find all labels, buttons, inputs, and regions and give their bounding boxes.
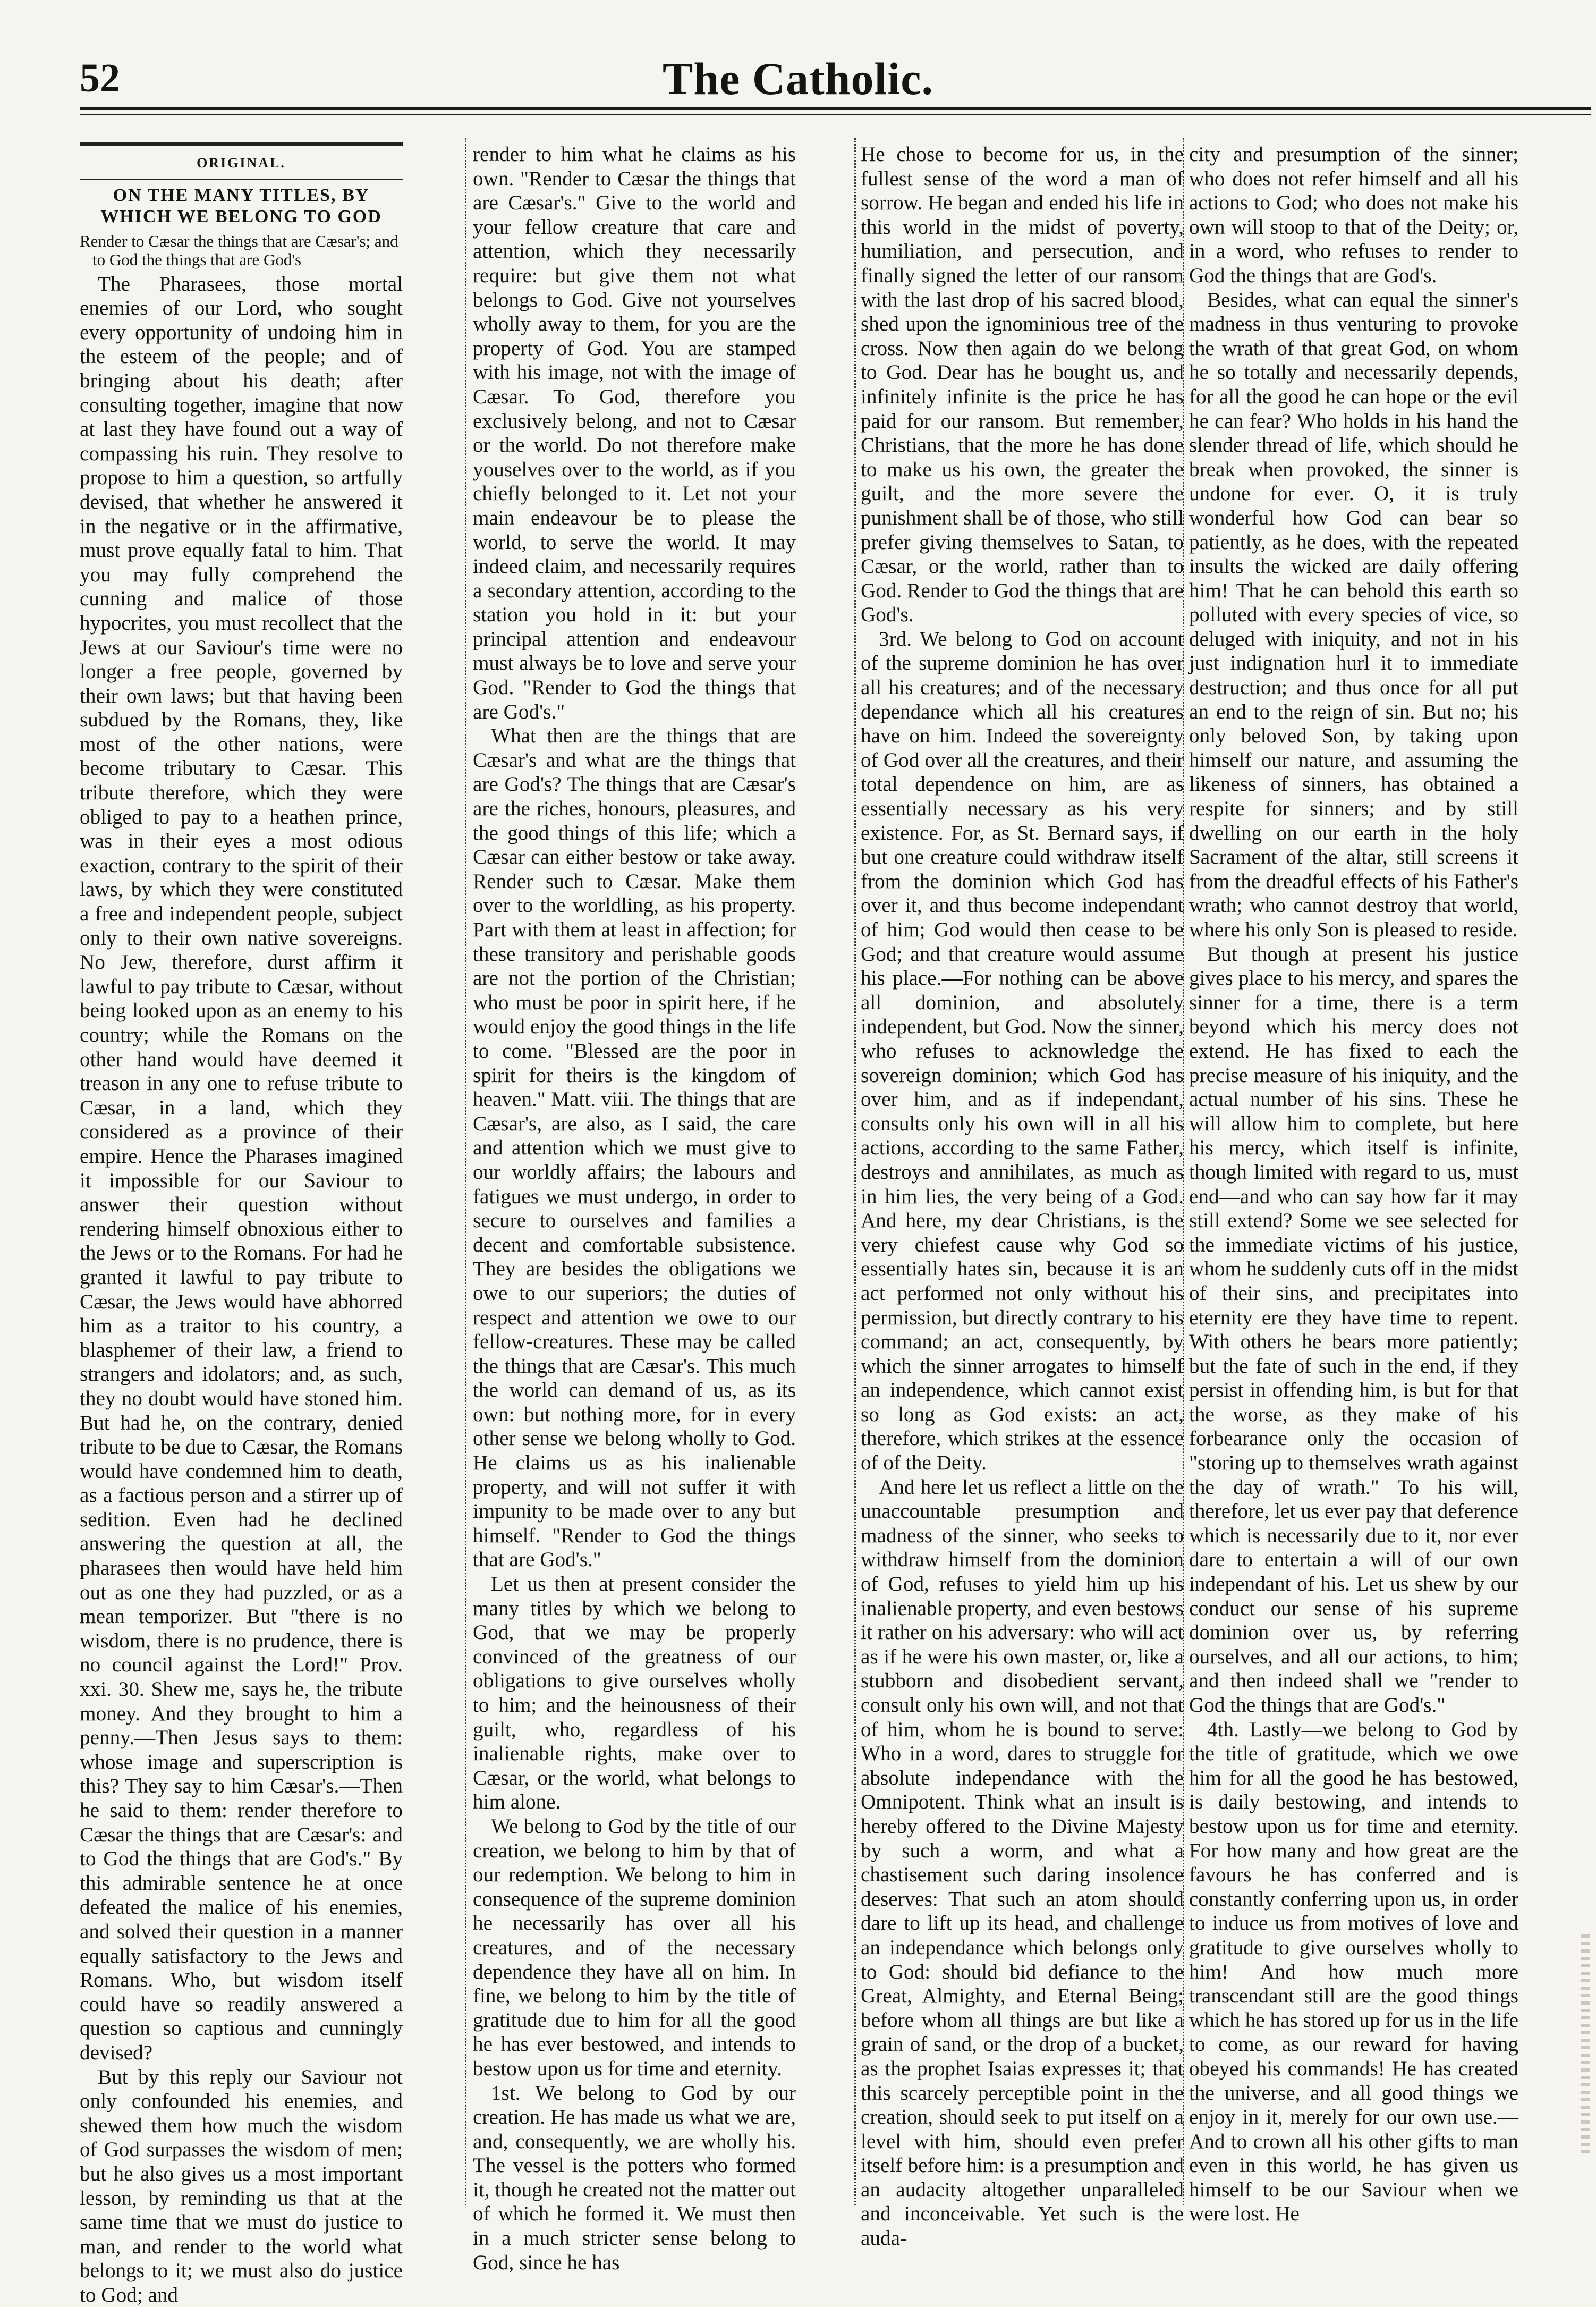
paper-edge-stain xyxy=(1581,1934,1590,2158)
article-paragraph: But by this reply our Saviour not only confounded his enemies, and shewed them how much the wisdom of God surpasses the wisdom of men; but he also gives us a most important lesson, by reminding us that at the same time that we must do justice to man, and render to the world what belongs to it; we must also do justice to God; and xyxy=(80,2065,403,2306)
column-divider xyxy=(465,138,466,2205)
article-paragraph: What then are the things that are Cæsar's and what are the things that are God's? The things that are Cæsar's are the riches, honours, pleasures, and the good things of this life; which a Cæsar can either bestow or take away. Render such to Cæsar. Make them over to the worldling, as his property. Part with them at least in affection; for these transitory and perishable goods are not the portion of the Christian; who must be poor in spirit here, if he would enjoy the good things in the life to come. "Blessed are the poor in spirit for theirs is the kingdom of heaven." Matt. viii. The things that are Cæsar's, are also, as I said, the care and attention which we must give to our worldly affairs; the labours and fatigues we must undergo, in order to secure to ourselves and families a decent and comfortable subsistence. They are besides the obligations we owe to our superiors; the duties of respect and attention we owe to our fellow-creatures. These may be called the things that are Cæsar's. This much the world can demand of us, as its own: but nothing more, for in every other sense we belong wholly to God. He claims us as his inalienable property, and will not suffer it with impunity to be made over to any but himself. "Render to God the things that are God's." xyxy=(473,724,796,1571)
column-divider xyxy=(854,138,856,2205)
article-paragraph: Besides, what can equal the sinner's madness in thus venturing to provoke the wrath of that great God, on whom he so totally and necessarily depends, for all the good he can hope or the evil he can fear? Who holds in his hand the slender thread of life, which should he break when provoked, the sinner is undone for ever. O, it is truly wonderful how God can bear so patiently, as he does, with the repeated insults the wicked are daily offering him! That he can behold this earth so polluted with every species of vice, so deluged with iniquity, and not in his just indignation hurl it to immediate destruction; and thus once for all put an end to the reign of sin. But no; his only beloved Son, by taking upon himself our nature, and assuming the likeness of sinners, has obtained a respite for sinners; and by still dwelling on our earth in the holy Sacrament of the altar, still screens it from the dreadful effects of his Father's wrath; who cannot destroy that world, where his only Son is pleased to reside. xyxy=(1189,288,1518,941)
article-paragraph: 3rd. We belong to God on account of the supreme dominion he has over all his creatures; and of the necessary dependance which all his creatures have on him. Indeed the sovereignty of God over all the creatures, and their total dependence on him, are as essentially necessary as his very existence. For, as St. Bernard says, if but one creature could withdraw itself from the dominion which God has over it, and thus become independant of him; God would then cease to be God; and that creature would assume his place.—For nothing can be above all dominion, and absolutely independent, but God. Now the sinner, who refuses to acknowledge the sovereign dominion; which God has over him, and as if independant, consults only his own will in all his actions, according to the same Father, destroys and annihilates, as much as in him lies, the very being of a God. And here, my dear Christians, is the very chiefest cause why God so essentially hates sin, because it is an act performed not only without his permission, but directly contrary to his command; an act, consequently, by which the sinner arrogates to himself an independence, which cannot exist so long as God exists: an act, therefore, which strikes at the essence of of the Deity. xyxy=(861,627,1184,1475)
article-paragraph: But though at present his justice gives place to his mercy, and spares the sinner for a time, there is a term beyond which his mercy does not extend. He has fixed to each the precise measure of his iniquity, and the actual number of his sins. These he will allow him to complete, but here his mercy, which itself is infinite, though limited with regard to us, must end—and who can say how far it may still extend? Some we see selected for the immediate victims of his justice, whom he suddenly cuts off in the midst of their sins, and precipitates into eternity ere they have time to repent. With others he bears more patiently; but the fate of such in the end, if they persist in offending him, is but for that the worse, as they make of his forbearance only the occasion of "storing up to themselves wrath against the day of wrath." To his will, therefore, let us ever pay that deference which is necessarily due to it, nor ever dare to entertain a will of our own independant of his. Let us shew by our conduct our sense of his supreme dominion over us, by referring ourselves, and all our actions, to him; and then indeed shall we "render to God the things that are God's." xyxy=(1189,942,1518,1717)
masthead-rule xyxy=(80,107,1591,110)
column-4 xyxy=(1189,142,1518,2226)
page-number: 52 xyxy=(80,56,120,100)
article-title: ON THE MANY TITLES, BY WHICH WE BELONG TO GOD xyxy=(100,185,382,226)
column-2 xyxy=(473,142,796,2274)
section-label: ORIGINAL. xyxy=(80,142,403,180)
article-paragraph: 4th. Lastly—we belong to God by the title of gratitude, which we owe him for all the good he has bestowed, is daily bestowing, and intends to bestow upon us for time and eternity. For how many and how great are the favours he has conferred and is constantly conferring upon us, in order to induce us from motives of love and gratitude to give ourselves wholly to him! And how much more transcendant still are the good things which he has stored up for us in the life to come, as our reward for having obeyed his commands! He has created the universe, and all good things we enjoy in it, merely for our own use.—And to crown all his other gifts to man even in this world, he has given us himself to be our Saviour when we were lost. He xyxy=(1189,1718,1518,2226)
article-paragraph: render to him what he claims as his own. "Render to Cæsar the things that are Cæsar's." Give to the world and your fellow creature that care and attention, which they necessarily require: but give them not what belongs to God. Give not yourselves wholly away to them, for you are the property of God. You are stamped with his image, not with the image of Cæsar. To God, therefore you exclusively belong, and not to Cæsar or the world. Do not therefore make youselves over to the world, as if you chiefly belonged to it. Let not your main endeavour be to please the world, to serve the world. It may indeed claim, and necessarily requires a secondary attention, according to the station you hold in it: but your principal attention and endeavour must always be to love and serve your God. "Render to God the things that are God's." xyxy=(473,143,796,723)
article-paragraph: city and presumption of the sinner; who does not refer himself and all his actions to God; who does not make his own will stoop to that of the Deity; or, in a word, who refuses to render to God the things that are God's. xyxy=(1189,143,1518,287)
column-3 xyxy=(861,142,1184,2250)
column-divider xyxy=(1183,138,1184,2205)
article-paragraph: He chose to become for us, in the fullest sense of the word a man of sorrow. He began and ended his life in this world in the midst of poverty, humiliation, and persecution, and finally signed the letter of our ransom with the last drop of his sacred blood, shed upon the ignominious tree of the cross. Now then again do we belong to God. Dear has he bought us, and infinitely infinite is the price he has paid for our ransom. But remember, Christians, that the more he has done to make us his own, the greater the guilt, and the more severe the punishment shall be of those, who still prefer giving themselves to Satan, to Cæsar, or the world, rather than to God. Render to God the things that are God's. xyxy=(861,143,1184,627)
article-paragraph: We belong to God by the title of our creation, we belong to him by that of our redemption. We belong to him in consequence of the supreme dominion he necessarily has over all his creatures, and of the necessary dependence they have all on him. In fine, we belong to him by the title of gratitude due to him for all the good he has ever bestowed, and intends to bestow upon us for time and eternity. xyxy=(473,1814,796,2080)
masthead-title: The Catholic. xyxy=(663,53,933,104)
masthead-rule-thin xyxy=(80,114,1591,115)
article-paragraph: 1st. We belong to God by our creation. He has made us what we are, and, consequently, we are wholly his. The vessel is the potters who formed it, though he created not the matter out of which he formed it. We must then in a much stricter sense belong to God, since he has xyxy=(473,2081,796,2274)
article-paragraph: And here let us reflect a little on the unaccountable presumption and madness of the sinner, who seeks to withdraw himself from the dominion of God, refuses to yield him up his inalienable property, and even bestows it rather on his adversary: who will act as if he were his own master, or, like a stubborn and disobedient servant, consult only his own will, and not that of him, whom he is bound to serve: Who in a word, dares to struggle for absolute independance with the Omnipotent. Think what an insult is hereby offered to the Divine Majesty by such a worm, and what a chastisement such daring insolence deserves: That such an atom should dare to lift up its head, and challenge an independance which belongs only to God: should bid defiance to the Great, Almighty, and Eternal Being; before whom all things are but like a grain of sand, or the drop of a bucket, as the prophet Isaias expresses it; that this scarcely perceptible point in the creation, should seek to put itself on a level with him, should even prefer itself before him: is a presumption and an audacity altogether unparalleled and inconceivable. Yet such is the auda- xyxy=(861,1475,1184,2250)
article-paragraph: Let us then at present consider the many titles by which we belong to God, that we may be properly convinced of the greatness of our obligations to give ourselves wholly to him; and the heinousness of their guilt, who, regardless of his inalienable rights, make over to Cæsar, or the world, what belongs to him alone. xyxy=(473,1573,796,1814)
column-1 xyxy=(80,142,403,2306)
article-epigraph: Render to Cæsar the things that are Cæsar's; and to God the things that are God's xyxy=(80,231,398,269)
article-paragraph: The Pharasees, those mortal enemies of our Lord, who sought every opportunity of undoing him in the esteem of the people; and of bringing about his death; after consulting together, imagine that now at last they have found out a way of compassing his ruin. They resolve to propose to him a question, so artfully devised, that whether he answered it in the negative or in the affirmative, must prove equally fatal to him. That you may fully comprehend the cunning and malice of those hypocrites, you must recollect that the Jews at our Saviour's time were no longer a free people, governed by their own laws; but that having been subdued by the Romans, they, like most of the other nations, were become tributary to Cæsar. This tribute therefore, which they were obliged to pay to a heathen prince, was in their eyes a most odious exaction, contrary to the spirit of their laws, by which they were constituted a free and independent people, subject only to their own native sovereigns. No Jew, therefore, durst affirm it lawful to pay tribute to Cæsar, without being looked upon as an enemy to his country; while the Romans on the other hand would have deemed it treason in any one to refuse tribute to Cæsar, in a land, which they considered as a province of their empire. Hence the Pharases imagined it impossible for our Saviour to answer their question without rendering himself obnoxious either to the Jews or to the Romans. For had he granted it lawful to pay tribute to Cæsar, the Jews would have abhorred him as a traitor to his country, a blasphemer of their law, a friend to strangers and idolators; and, as such, they no doubt would have stoned him. But had he, on the contrary, denied tribute to be due to Cæsar, the Romans would have condemned him to death, as a factious person and a stirrer up of sedition. Even had he declined answering the question at all, the pharasees then would have held him out as one they had puzzled, or as a mean temporizer. But "there is no wisdom, there is no prudence, there is no council against the Lord!" Prov. xxi. 30. Shew me, says he, the tribute money. And they brought to him a penny.—Then Jesus says to them: whose image and superscription is this? They say to him Cæsar's.—Then he said to them: render therefore to Cæsar the things that are Cæsar's: and to God the things that are God's." By this admirable sentence he at once defeated the malice of his enemies, and solved their question in a manner equally satisfactory to the Jews and Romans. Who, but wisdom itself could have so readily answered a question so captious and cunningly devised? xyxy=(80,272,403,2064)
